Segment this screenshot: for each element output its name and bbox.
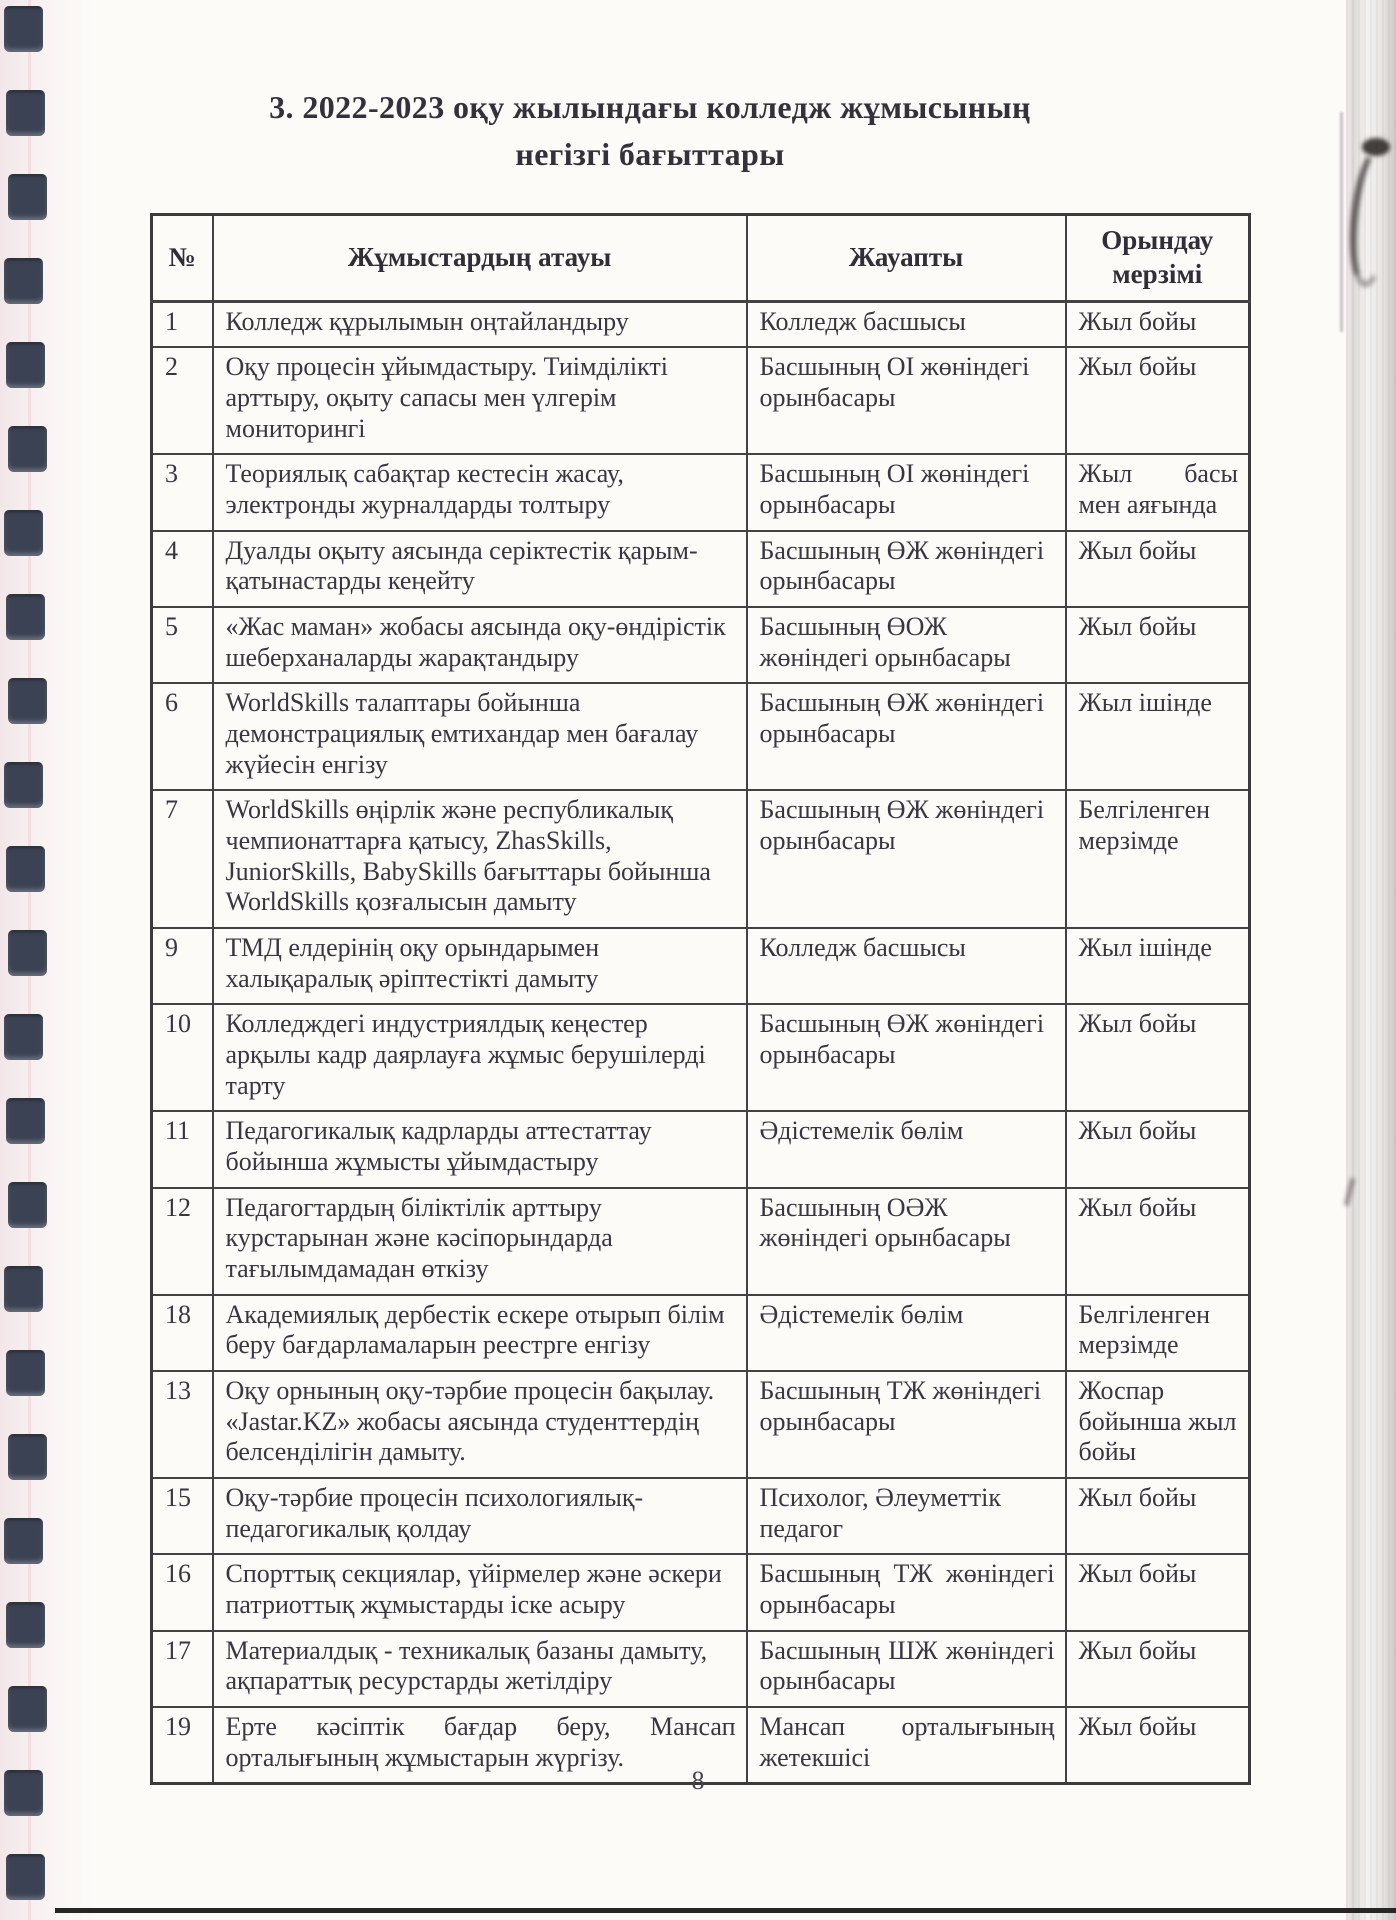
page-title [150, 84, 1150, 178]
cell-no: 7 [152, 790, 213, 928]
cell-no: 10 [152, 1004, 213, 1111]
cell-responsible: Басшының ӨЖ жөніндегі орынбасары [747, 1004, 1066, 1111]
table-row [152, 1371, 1250, 1478]
cell-no: 18 [152, 1295, 213, 1371]
cell-responsible: Басшының ӨЖ жөніндегі орынбасары [747, 683, 1066, 790]
table-row [152, 1631, 1250, 1707]
cell-responsible: Басшының ТЖ жөніндегі орынбасары [747, 1554, 1066, 1630]
cell-name: Колледж құрылымын оңтайландыру [213, 301, 747, 347]
cell-name: WorldSkills талаптары бойынша демонстрациялық емтихандар мен бағалау жүйесін енгізу [213, 683, 747, 790]
cell-term: Жыл бойы [1066, 347, 1250, 454]
cell-name: WorldSkills өңірлік және республикалық чемпионаттарға қатысу, ZhasSkills, JuniorSkills, BabySkills бағыттары бойынша WorldSkills қозғалысын дамыту [213, 790, 747, 928]
cell-name: Ерте кәсіптік бағдар беру, Мансап орталығының жұмыстарын жүргізу. [213, 1707, 747, 1784]
table-row [152, 1111, 1250, 1187]
cell-name: Теориялық сабақтар кестесін жасау, электронды журналдарды толтыру [213, 454, 747, 530]
cell-responsible: Колледж басшысы [747, 301, 1066, 347]
cell-no: 19 [152, 1707, 213, 1784]
header-no: № [152, 215, 213, 302]
cell-responsible: Басшының ӨЖ жөніндегі орынбасары [747, 531, 1066, 607]
cell-name: Спорттық секциялар, үйірмелер және әскери патриоттық жұмыстарды іске асыру [213, 1554, 747, 1630]
page-title-line1: 3. 2022-2023 оқу жылындағы колледж жұмысының [269, 89, 1031, 125]
cell-term: Жыл бойы [1066, 1004, 1250, 1111]
cell-responsible: Басшының ӨЖ жөніндегі орынбасары [747, 790, 1066, 928]
cell-term: Жыл бойы [1066, 531, 1250, 607]
cell-term: Белгіленген мерзімде [1066, 790, 1250, 928]
table-row [152, 1554, 1250, 1630]
cell-no: 12 [152, 1188, 213, 1295]
header-name: Жұмыстардың атауы [213, 215, 747, 302]
table-header-row [152, 215, 1250, 302]
table-row [152, 928, 1250, 1004]
cell-term: Жыл ішінде [1066, 928, 1250, 1004]
scan-streak-artifact [1340, 112, 1343, 332]
cell-responsible: Басшының ШЖ жөніндегі орынбасары [747, 1631, 1066, 1707]
cell-name: Оқу орнының оқу-тәрбие процесін бақылау. «Jastar.KZ» жобасы аясында студенттердің белсенділігін дамыту. [213, 1371, 747, 1478]
cell-term: Жыл бойы [1066, 1111, 1250, 1187]
cell-responsible: Басшының ТЖ жөніндегі орынбасары [747, 1371, 1066, 1478]
cell-responsible: Колледж басшысы [747, 928, 1066, 1004]
table-row [152, 607, 1250, 683]
cell-name: Педагогтардың біліктілік арттыру курстарынан және кәсіпорындарда тағылымдамадан өткізу [213, 1188, 747, 1295]
cell-no: 4 [152, 531, 213, 607]
page-number: 8 [691, 1766, 705, 1795]
page-title-line2: негізгі бағыттары [515, 136, 785, 172]
cell-name: Педагогикалық кадрларды аттестаттау бойынша жұмысты ұйымдастыру [213, 1111, 747, 1187]
cell-term: Жыл бойы [1066, 1554, 1250, 1630]
cell-term: Жыл бойы [1066, 1631, 1250, 1707]
cell-no: 6 [152, 683, 213, 790]
table-row [152, 1295, 1250, 1371]
cell-term: Жыл бойы [1066, 301, 1250, 347]
table-row [152, 1188, 1250, 1295]
cell-name: Материалдық - техникалық базаны дамыту, ақпараттық ресурстарды жетілдіру [213, 1631, 747, 1707]
cell-no: 9 [152, 928, 213, 1004]
header-responsible: Жауапты [747, 215, 1066, 302]
cell-responsible: Психолог, Әлеуметтік педагог [747, 1478, 1066, 1554]
table-row [152, 454, 1250, 530]
cell-no: 15 [152, 1478, 213, 1554]
cell-term: Жыл бойы [1066, 607, 1250, 683]
cell-responsible: Басшының ОӘЖ жөніндегі орынбасары [747, 1188, 1066, 1295]
cell-no: 13 [152, 1371, 213, 1478]
cell-name: ТМД елдерінің оқу орындарымен халықаралық әріптестікті дамыту [213, 928, 747, 1004]
cell-term: Жыл бойы [1066, 1478, 1250, 1554]
cell-responsible: Басшының ӨОЖ жөніндегі орынбасары [747, 607, 1066, 683]
table-row [152, 790, 1250, 928]
table-row [152, 1478, 1250, 1554]
cell-no: 2 [152, 347, 213, 454]
cell-responsible: Мансап орталығының жетекшісі [747, 1707, 1066, 1784]
cell-term: Жыл ішінде [1066, 683, 1250, 790]
table-row [152, 301, 1250, 347]
cell-responsible: Басшының ОІ жөніндегі орынбасары [747, 454, 1066, 530]
table-row [152, 683, 1250, 790]
work-plan-table [150, 213, 1251, 1785]
cell-name: Оқу-тәрбие процесін психологиялық-педагогикалық қолдау [213, 1478, 747, 1554]
cell-responsible: Әдістемелік бөлім [747, 1295, 1066, 1371]
cell-term: Жоспар бойынша жыл бойы [1066, 1371, 1250, 1478]
cell-term: Белгіленген мерзімде [1066, 1295, 1250, 1371]
cell-responsible: Әдістемелік бөлім [747, 1111, 1066, 1187]
page-edge-scan-band [1346, 0, 1396, 1920]
cell-no: 3 [152, 454, 213, 530]
table-row [152, 531, 1250, 607]
cell-name: Академиялық дербестік ескере отырып білім беру бағдарламаларын реестрге енгізу [213, 1295, 747, 1371]
table-row [152, 347, 1250, 454]
cell-name: Дуалды оқыту аясында серіктестік қарым-қатынастарды кеңейту [213, 531, 747, 607]
cell-name: «Жас маман» жобасы аясында оқу-өндірістік шеберханаларды жарақтандыру [213, 607, 747, 683]
cell-term: Жыл бойы [1066, 1188, 1250, 1295]
table-row [152, 1004, 1250, 1111]
cell-no: 11 [152, 1111, 213, 1187]
spiral-binding [0, 0, 60, 1920]
cell-term: Жыл басы мен аяғында [1066, 454, 1250, 530]
cell-responsible: Басшының ОІ жөніндегі орынбасары [747, 347, 1066, 454]
cell-no: 16 [152, 1554, 213, 1630]
cell-name: Оқу процесін ұйымдастыру. Тиімділікті арттыру, оқыту сапасы мен үлгерім мониторингі [213, 347, 747, 454]
cell-term: Жыл бойы [1066, 1707, 1250, 1784]
header-term: Орындау мерзімі [1066, 215, 1250, 302]
bottom-scan-edge [55, 1908, 1396, 1913]
cell-no: 1 [152, 301, 213, 347]
cell-no: 5 [152, 607, 213, 683]
cell-no: 17 [152, 1631, 213, 1707]
cell-name: Колледждегі индустриялдық кеңестер арқылы кадр даярлауға жұмыс берушілерді тарту [213, 1004, 747, 1111]
